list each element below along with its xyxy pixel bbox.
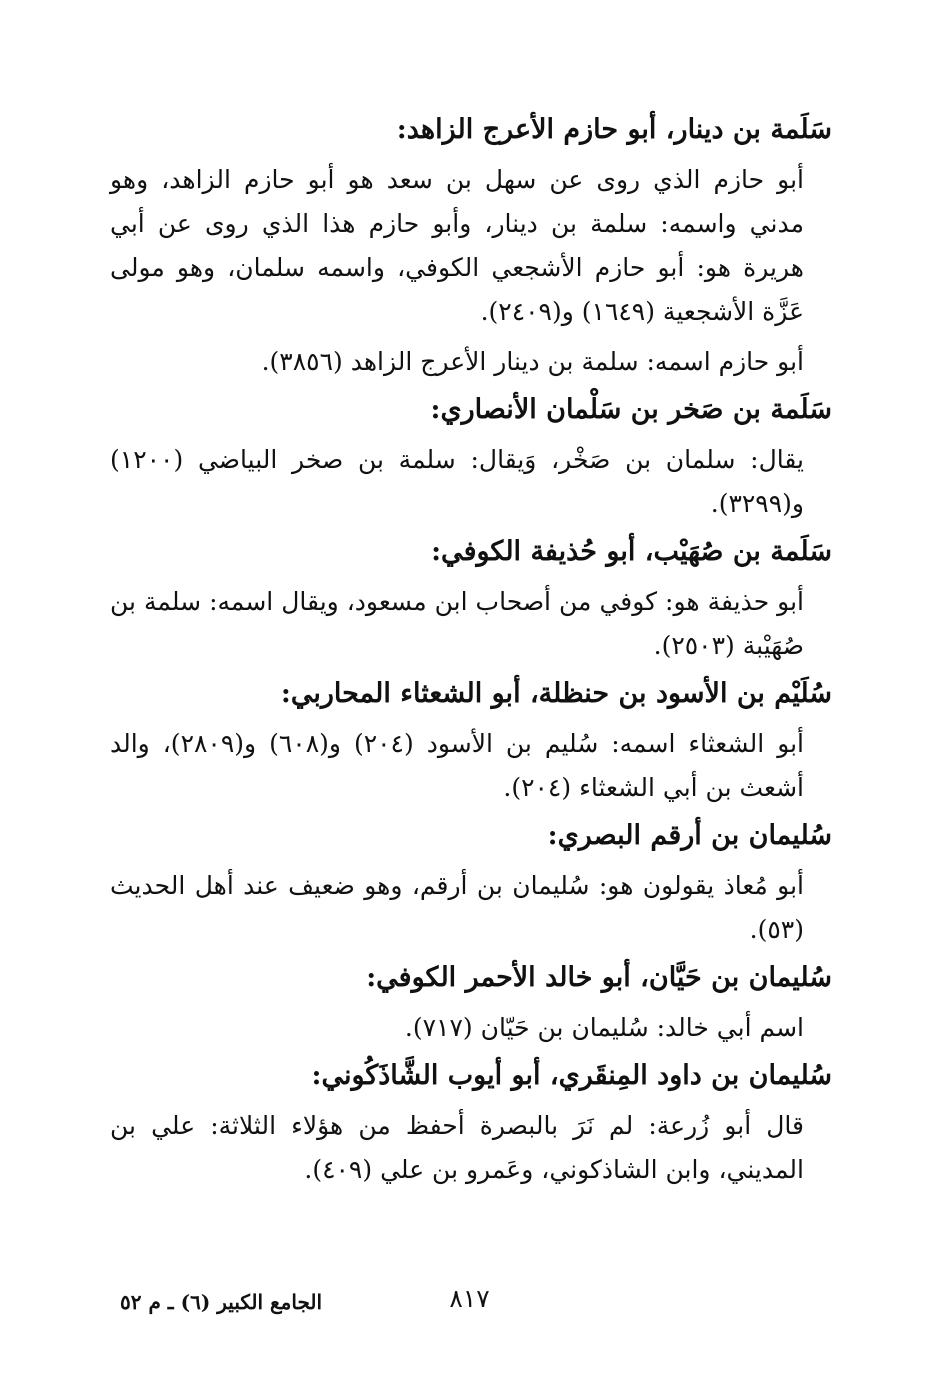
entry-salama-ibn-suhayb [110,532,832,668]
entry-paragraph: يقال: سلمان بن صَخْر، وَيقال: سلمة بن صخر البياضي (١٢٠٠) و(٣٢٩٩). [110,445,804,518]
entry-sulayman-ibn-dawud [110,1056,832,1192]
volume-signature: الجامع الكبير (٦) ـ م ٥٢ [120,1290,323,1314]
entry-heading: سَلَمة بن صُهَيْب، أبو حُذيفة الكوفي: [431,536,832,567]
entry-paragraph: اسم أبي خالد: سُليمان بن حَيّان (٧١٧). [404,1013,804,1042]
entry-heading: سَلَمة بن صَخر بن سَلْمان الأنصاري: [430,394,832,425]
entry-salama-ibn-sakhr [110,390,832,526]
entry-salama-ibn-dinar [110,110,832,384]
entry-heading: سُليمان بن أرقم البصري: [547,820,832,851]
page-number: ٨١٧ [449,1284,490,1313]
entry-paragraph: أبو الشعثاء اسمه: سُليم بن الأسود (٢٠٤) و(٦٠٨) و(٢٨٠٩)، والد أشعث بن أبي الشعثاء (٢٠٤). [110,729,805,802]
entry-heading: سُليمان بن داود المِنقَري، أبو أيوب الشَّاذَكُوني: [311,1060,832,1091]
entry-heading: سُليمان بن حَيَّان، أبو خالد الأحمر الكوفي: [366,962,832,993]
entry-sulayman-ibn-arqam [110,816,832,952]
entry-paragraph: قال أبو زُرعة: لم نَرَ بالبصرة أحفظ من هؤلاء الثلاثة: علي بن المديني، وابن الشاذكوني، وعَمرو بن علي (٤٠٩). [110,1111,804,1184]
entry-paragraph: أبو مُعاذ يقولون هو: سُليمان بن أرقم، وهو ضعيف عند أهل الحديث (٥٣). [110,871,804,944]
entry-sulayman-ibn-hayyan [110,958,832,1050]
page-body [110,108,832,1198]
entry-paragraph: أبو حازم الذي روى عن سهل بن سعد هو أبو حازم الزاهد، وهو مدني واسمه: سلمة بن دينار، وأبو حازم هذا الذي روى عن أبي هريرة هو: أبو حازم الأشجعي الكوفي، واسمه سلمان، وهو مولى عَزَّة الأشجعية (١٦٤٩) و(٢٤٠٩). [110,165,804,326]
entry-heading: سُلَيْم بن الأسود بن حنظلة، أبو الشعثاء المحاربي: [280,678,832,709]
entry-paragraph: أبو حازم اسمه: سلمة بن دينار الأعرج الزاهد (٣٨٥٦). [261,347,804,376]
entry-sulaym-ibn-al-aswad [110,674,832,810]
entry-paragraph: أبو حذيفة هو: كوفي من أصحاب ابن مسعود، ويقال اسمه: سلمة بن صُهَيْبة (٢٥٠٣). [110,587,804,660]
entry-heading: سَلَمة بن دينار، أبو حازم الأعرج الزاهد: [396,114,832,145]
